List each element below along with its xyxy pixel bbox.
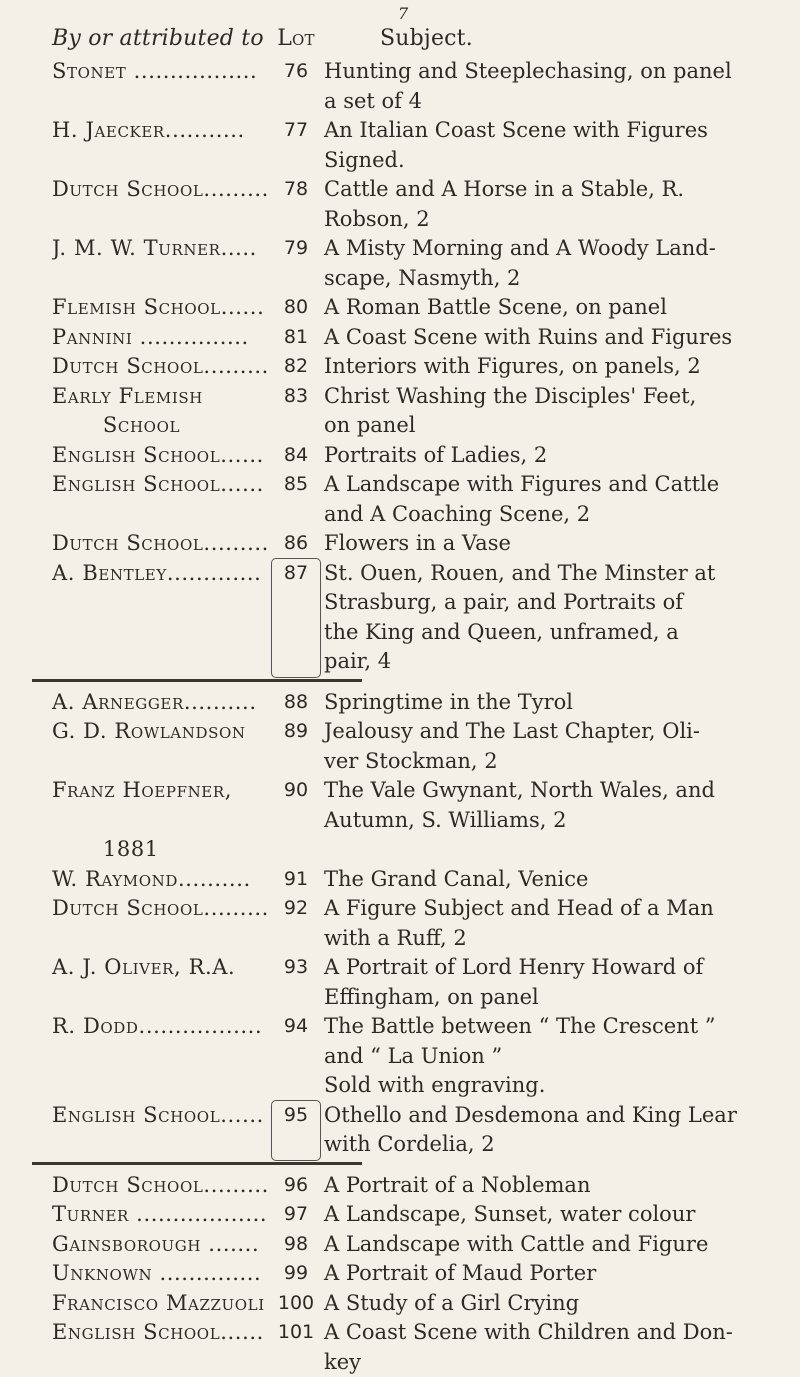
lot-artist: Dutch School......... xyxy=(52,352,272,382)
lot-number: 92 xyxy=(272,894,320,953)
lot-row xyxy=(52,894,790,953)
lot-subject xyxy=(320,411,760,441)
header-subject: Subject. xyxy=(320,26,760,51)
lot-number: 98 xyxy=(272,1230,320,1260)
lot-artist: Stonet ................. xyxy=(52,57,272,116)
lot-subject-line: Effingham, on panel xyxy=(324,983,760,1013)
lot-artist: Dutch School......... xyxy=(52,175,272,234)
lot-subject-line: A Landscape with Cattle and Figure xyxy=(324,1230,760,1260)
lot-subject xyxy=(320,894,760,953)
lot-subject-line: Cattle and A Horse in a Stable, R. xyxy=(324,175,760,205)
lot-subject xyxy=(320,234,760,293)
lot-subject xyxy=(320,470,760,529)
lot-subject-line: A Portrait of Lord Henry Howard of xyxy=(324,953,760,983)
lot-row xyxy=(52,116,790,175)
lot-artist: Turner .................. xyxy=(52,1200,272,1230)
lot-artist: School xyxy=(52,411,272,441)
lot-subject-line: Hunting and Steeplechasing, on panel xyxy=(324,57,760,87)
lot-artist: Early Flemish xyxy=(52,382,272,412)
lot-row xyxy=(52,234,790,293)
lot-number xyxy=(272,411,320,441)
lot-artist: A. J. Oliver, R.A. xyxy=(52,953,272,1012)
lot-row xyxy=(52,1101,790,1160)
lot-row xyxy=(52,953,790,1012)
lot-artist: Dutch School......... xyxy=(52,1171,272,1201)
lot-artist: 1881 xyxy=(52,835,272,865)
lot-subject-line: A Coast Scene with Ruins and Figures xyxy=(324,323,760,353)
lot-artist: English School...... xyxy=(52,441,272,471)
lot-subject-line: the King and Queen, unframed, a xyxy=(324,618,760,648)
lot-row xyxy=(52,835,790,865)
page-number: 7 xyxy=(398,4,408,23)
lot-subject xyxy=(320,953,760,1012)
lot-subject-line: a set of 4 xyxy=(324,87,760,117)
column-headers xyxy=(52,26,790,51)
lot-number: 86 xyxy=(272,529,320,559)
lot-artist: Dutch School......... xyxy=(52,529,272,559)
lot-number: 81 xyxy=(272,323,320,353)
lot-subject xyxy=(320,1200,760,1230)
lot-number: 76 xyxy=(272,57,320,116)
lot-subject xyxy=(320,559,760,677)
lot-row xyxy=(52,57,790,116)
lot-artist: A. Arnegger.......... xyxy=(52,688,272,718)
lot-row xyxy=(52,1012,790,1101)
lot-artist: G. D. Rowlandson xyxy=(52,717,272,776)
lot-number: 89 xyxy=(272,717,320,776)
lot-artist: English School...... xyxy=(52,1101,272,1160)
lot-subject-line: A Landscape with Figures and Cattle xyxy=(324,470,760,500)
lot-subject-line: and A Coaching Scene, 2 xyxy=(324,500,760,530)
lot-subject xyxy=(320,1289,760,1319)
lot-subject-line: A Portrait of Maud Porter xyxy=(324,1259,760,1289)
underline-rule xyxy=(32,679,362,682)
lot-subject xyxy=(320,835,760,865)
lot-subject-line: An Italian Coast Scene with Figures xyxy=(324,116,760,146)
lot-number: 78 xyxy=(272,175,320,234)
lot-subject-line: A Study of a Girl Crying xyxy=(324,1289,760,1319)
lot-row xyxy=(52,717,790,776)
lot-row xyxy=(52,1200,790,1230)
lot-row xyxy=(52,776,790,835)
lot-subject xyxy=(320,1318,760,1377)
lot-subject xyxy=(320,323,760,353)
lot-subject-line: St. Ouen, Rouen, and The Minster at xyxy=(324,559,760,589)
lot-row xyxy=(52,1230,790,1260)
lot-row xyxy=(52,1259,790,1289)
lot-row xyxy=(52,1171,790,1201)
lot-subject-line: A Figure Subject and Head of a Man xyxy=(324,894,760,924)
lot-subject xyxy=(320,1012,760,1101)
lot-row xyxy=(52,688,790,718)
lot-subject-line: Springtime in the Tyrol xyxy=(324,688,760,718)
lot-subject xyxy=(320,1101,760,1160)
lot-number: 101 xyxy=(272,1318,320,1377)
lot-list xyxy=(52,57,790,1377)
lot-subject-line: A Misty Morning and A Woody Land- xyxy=(324,234,760,264)
lot-number: 85 xyxy=(272,470,320,529)
lot-subject-line: The Battle between “ The Crescent ” xyxy=(324,1012,760,1042)
lot-subject-line: A Portrait of a Nobleman xyxy=(324,1171,760,1201)
lot-subject xyxy=(320,529,760,559)
lot-subject-line: Portraits of Ladies, 2 xyxy=(324,441,760,471)
lot-subject-line: A Roman Battle Scene, on panel xyxy=(324,293,760,323)
lot-number xyxy=(272,835,320,865)
lot-artist: Gainsborough ....... xyxy=(52,1230,272,1260)
lot-artist: Francisco Mazzuoli xyxy=(52,1289,272,1319)
lot-number: 97 xyxy=(272,1200,320,1230)
lot-number: 91 xyxy=(272,865,320,895)
lot-row xyxy=(52,470,790,529)
lot-number: 100 xyxy=(272,1289,320,1319)
lot-number: 93 xyxy=(272,953,320,1012)
lot-subject xyxy=(320,717,760,776)
lot-number: 82 xyxy=(272,352,320,382)
lot-subject xyxy=(320,441,760,471)
lot-subject xyxy=(320,293,760,323)
lot-artist: A. Bentley............. xyxy=(52,559,272,677)
lot-artist: English School...... xyxy=(52,470,272,529)
underline-rule xyxy=(32,1162,362,1165)
lot-artist: Flemish School...... xyxy=(52,293,272,323)
lot-subject xyxy=(320,1259,760,1289)
lot-subject-line: Robson, 2 xyxy=(324,205,760,235)
lot-artist: H. Jaecker........... xyxy=(52,116,272,175)
lot-subject-line: Sold with engraving. xyxy=(324,1071,760,1101)
lot-row xyxy=(52,441,790,471)
lot-subject-line: scape, Nasmyth, 2 xyxy=(324,264,760,294)
lot-subject xyxy=(320,1171,760,1201)
header-artist: By or attributed to xyxy=(52,26,272,51)
lot-number: 96 xyxy=(272,1171,320,1201)
lot-subject-line: Interiors with Figures, on panels, 2 xyxy=(324,352,760,382)
lot-artist: W. Raymond.......... xyxy=(52,865,272,895)
lot-subject-line: Signed. xyxy=(324,146,760,176)
lot-artist: J. M. W. Turner..... xyxy=(52,234,272,293)
lot-subject-line: The Grand Canal, Venice xyxy=(324,865,760,895)
lot-row xyxy=(52,382,790,412)
lot-subject-line: key xyxy=(324,1348,760,1377)
lot-subject-line: Jealousy and The Last Chapter, Oli- xyxy=(324,717,760,747)
lot-subject xyxy=(320,688,760,718)
lot-subject-line: A Landscape, Sunset, water colour xyxy=(324,1200,760,1230)
lot-number: 94 xyxy=(272,1012,320,1101)
lot-subject-line: pair, 4 xyxy=(324,647,760,677)
lot-subject-line: Christ Washing the Disciples' Feet, xyxy=(324,382,760,412)
lot-number: 88 xyxy=(272,688,320,718)
lot-number: 90 xyxy=(272,776,320,835)
lot-subject xyxy=(320,175,760,234)
lot-number: 84 xyxy=(272,441,320,471)
lot-artist: Dutch School......... xyxy=(52,894,272,953)
lot-number: 83 xyxy=(272,382,320,412)
lot-subject-line: with Cordelia, 2 xyxy=(324,1130,760,1160)
lot-subject-line: Othello and Desdemona and King Lear xyxy=(324,1101,760,1131)
lot-artist: R. Dodd................. xyxy=(52,1012,272,1101)
lot-row xyxy=(52,411,790,441)
lot-subject-line: Autumn, S. Williams, 2 xyxy=(324,806,760,836)
lot-number: 77 xyxy=(272,116,320,175)
lot-subject-line: A Coast Scene with Children and Don- xyxy=(324,1318,760,1348)
lot-subject xyxy=(320,865,760,895)
lot-subject xyxy=(320,776,760,835)
lot-row xyxy=(52,175,790,234)
lot-artist: Pannini ............... xyxy=(52,323,272,353)
lot-row xyxy=(52,1318,790,1377)
lot-number: 99 xyxy=(272,1259,320,1289)
lot-row xyxy=(52,865,790,895)
lot-artist: Franz Hoepfner, xyxy=(52,776,272,835)
lot-subject-line: Flowers in a Vase xyxy=(324,529,760,559)
lot-subject xyxy=(320,352,760,382)
lot-artist: Unknown .............. xyxy=(52,1259,272,1289)
lot-row xyxy=(52,323,790,353)
lot-subject xyxy=(320,116,760,175)
lot-subject xyxy=(320,57,760,116)
lot-number: 79 xyxy=(272,234,320,293)
lot-row xyxy=(52,1289,790,1319)
lot-row xyxy=(52,529,790,559)
lot-subject-line: The Vale Gwynant, North Wales, and xyxy=(324,776,760,806)
lot-subject-line: with a Ruff, 2 xyxy=(324,924,760,954)
lot-subject-line: Strasburg, a pair, and Portraits of xyxy=(324,588,760,618)
lot-subject-line: and “ La Union ” xyxy=(324,1042,760,1072)
lot-row xyxy=(52,293,790,323)
lot-number: 80 xyxy=(272,293,320,323)
lot-subject xyxy=(320,1230,760,1260)
lot-subject-line: ver Stockman, 2 xyxy=(324,747,760,777)
lot-row xyxy=(52,352,790,382)
lot-number: 95 xyxy=(272,1101,320,1160)
lot-number: 87 xyxy=(272,559,320,677)
header-lot: Lot xyxy=(272,26,320,51)
lot-subject-line: on panel xyxy=(324,411,760,441)
lot-artist: English School...... xyxy=(52,1318,272,1377)
lot-row xyxy=(52,559,790,677)
lot-subject xyxy=(320,382,760,412)
